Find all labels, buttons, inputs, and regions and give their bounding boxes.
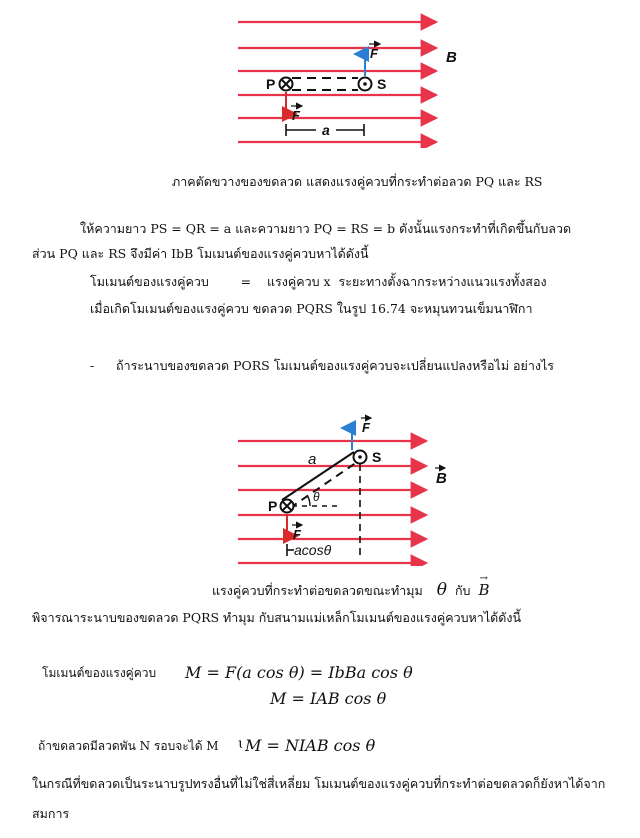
- paragraph-1-line-1: ให้ความยาว PS = QR = a และความยาว PQ = RS = b ดังนั้นแรงกระทำที่เกิดขึ้นกับลวด: [80, 221, 572, 236]
- label-b: B: [446, 49, 457, 66]
- label-s: S: [377, 76, 387, 92]
- conductor-s-out-of-page: [359, 78, 372, 91]
- figure-1-caption: ภาคตัดขวางของขดลวด แสดงแรงคู่ควบที่กระทำต่อลวด PQ และ RS: [172, 174, 543, 189]
- label-b: B: [436, 470, 447, 487]
- label-f-top: F: [370, 46, 378, 61]
- label-p: P: [266, 76, 276, 92]
- caption-with: กับ: [454, 583, 471, 598]
- magnetic-field-lines: [238, 441, 426, 563]
- label-a: a: [308, 451, 317, 468]
- caption-vector-b: [478, 573, 490, 599]
- figure-2-caption: [212, 573, 490, 600]
- conductor-s-out-of-page: [354, 451, 367, 464]
- equation-label-n-turns: ถ้าขดลวดมีลวดพัน N รอบจะได้ M: [38, 739, 219, 753]
- paragraph-2: พิจารณาระนาบของขดลวด PQRS ทำมุม กับสนามแม่เหล็กโมเมนต์ของแรงคู่ควบหาได้ดังนี้: [32, 610, 521, 625]
- paragraph-3-line-1: ในกรณีที่ขดลวดเป็นระนาบรูปทรงอื่นที่ไม่ใช่สี่เหลี่ยม โมเมนต์ของแรงคู่ควบที่กระทำต่อขดลวดก็ยังหาได้จาก: [32, 776, 606, 791]
- caption-b-letter: B: [478, 581, 490, 599]
- label-p: P: [268, 498, 278, 514]
- paragraph-1-line-4: เมื่อเกิดโมเมนต์ของแรงคู่ควบ ขดลวด PQRS ในรูป 16.74 จะหมุนทวนเข็มนาฬิกา: [90, 301, 533, 316]
- figure-1-cross-section: [230, 8, 470, 148]
- label-f-top: F: [362, 420, 370, 435]
- conductor-p-into-page: [280, 78, 293, 91]
- equation-label-torque: โมเมนต์ของแรงคู่ควบ: [42, 666, 157, 680]
- figure-2-angled-coil: [230, 408, 470, 566]
- label-f-bottom: F: [292, 108, 300, 123]
- equation-2: M = IAB cos θ: [270, 689, 387, 708]
- label-a: a: [322, 122, 330, 138]
- question-bullet: -: [90, 358, 95, 373]
- label-s: S: [372, 449, 382, 465]
- question-text: ถ้าระนาบของขดลวด PORS โมเมนต์ของแรงคู่ควบจะเปลี่ยนแปลงหรือไม่ อย่างไร: [116, 358, 554, 373]
- paragraph-1-line-3: โมเมนต์ของแรงคู่ควบ = แรงคู่ควบ x ระยะทางตั้งฉากระหว่างแนวแรงทั้งสอง: [90, 274, 547, 289]
- caption-b-arrow-icon: →: [479, 573, 488, 584]
- conductor-p-into-page: [281, 500, 294, 513]
- angle-arc: [307, 495, 310, 506]
- paragraph-3-line-2: สมการ: [32, 806, 70, 821]
- label-theta: θ: [313, 490, 320, 504]
- paragraph-1-line-2: ส่วน PQ และ RS จึงมีค่า IbB โมเมนต์ของแรงคู่ควบหาได้ดังนี้: [32, 246, 369, 261]
- equation-3: M = NIAB cos θ: [245, 736, 376, 755]
- label-acos-theta: acosθ: [294, 542, 332, 558]
- equation-1: M = F(a cos θ) = IbBa cos θ: [185, 663, 413, 682]
- figure-2-caption-text: แรงคู่ควบที่กระทำต่อขดลวดขณะทำมุม: [212, 583, 423, 598]
- label-f-bottom: F: [293, 527, 301, 542]
- equation-3-mark: ɩ: [238, 736, 244, 752]
- distance-acos-marker: [287, 544, 294, 556]
- caption-theta: θ: [436, 580, 447, 600]
- coil-dashed-side: [290, 460, 360, 508]
- coil-dashed-outline: [292, 78, 358, 90]
